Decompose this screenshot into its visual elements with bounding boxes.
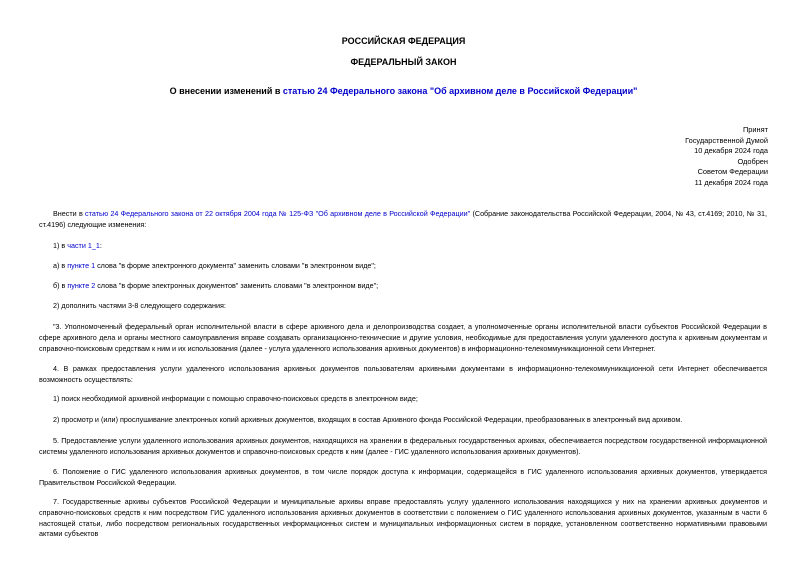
paragraph-text: 1) в <box>53 241 68 250</box>
law-type-heading: ФЕДЕРАЛЬНЫЙ ЗАКОН <box>350 57 457 67</box>
paragraph-item-a <box>39 261 767 272</box>
article-24-link[interactable]: статью 24 Федерального закона от 22 октября 2004 года № 125-ФЗ "Об архивном деле в Российской Федерации" <box>85 209 471 218</box>
acceptance-line: Принят <box>742 125 768 134</box>
paragraph-part-4-item-2: 2) просмотр и (или) прослушивание электронных копий архивных документов, входящих в состав Архивного фонда Российской Федерации, преобразованных в электронный вид архивом. <box>53 415 683 424</box>
paragraph-text: (Собрание законодательства Российской Федерации, 2004, № 43, ст.4169; 2010, № 31, ст.4196) следующие изменения: <box>39 209 767 229</box>
paragraph-text: слова "в форме электронного документа" заменить словами "в электронном виде"; <box>95 261 376 270</box>
paragraph-text: б) в <box>53 281 68 290</box>
paragraph-part-4-item-1: 1) поиск необходимой архивной информации с помощью справочно-поисковых средств в электронном виде; <box>53 394 418 403</box>
acceptance-line: 11 декабря 2024 года <box>694 177 768 187</box>
acceptance-line: Государственной Думой <box>685 135 768 145</box>
country-heading: РОССИЙСКАЯ ФЕДЕРАЦИЯ <box>341 36 466 46</box>
point-2-link[interactable]: пункте 2 <box>67 281 96 290</box>
acceptance-line: Советом Федерации <box>697 167 768 177</box>
paragraph-part-5: 5. Предоставление услуги удаленного использования архивных документов, находящихся на хранении в федеральных государственных архивах, обеспечивается посредством государственной информационной системы удаленного использования архивных документов и справочно-поисковых средств к ним (далее - ГИС удаленного использования архивных документов). <box>39 436 767 456</box>
paragraph-part-3: "3. Уполномоченный федеральный орган исполнительной власти в сфере архивного дела и делопроизводства создает, а уполномоченные органы исполнительной власти субъектов Российской Федерации в сфере архивного дела и органы местного самоуправления вправе создавать организационно-технические и другие условия, необходимые для предоставления услуги удаленного доступа к архивным документам и справочно-поисковым средствам к ним и их использования (далее - услуга удаленного использования архивных документов) в информационно-телекоммуникационной сети Интернет. <box>39 322 767 353</box>
paragraph-text: Внести в <box>53 209 86 218</box>
acceptance-line: 10 декабря 2024 года <box>694 146 768 156</box>
paragraph-text: а) в <box>53 261 68 270</box>
paragraph-part-4: 4. В рамках предоставления услуги удаленного использования архивных документов пользователям архивными документами в информационно-телекоммуникационной сети Интернет обеспечивается возможность осуществлять: <box>39 364 767 384</box>
acceptance-line: Одобрен <box>737 156 768 166</box>
point-1-link[interactable]: пункте 1 <box>67 261 96 270</box>
paragraph-item-b <box>39 281 767 292</box>
acceptance-block <box>685 125 768 189</box>
paragraph-item-2: 2) дополнить частями 3-8 следующего содержания: <box>53 301 226 310</box>
part-1-1-link[interactable]: части 1_1 <box>67 241 100 250</box>
paragraph-intro <box>39 209 767 231</box>
paragraph-text: слова "в форме электронных документов" заменить словами "в электронном виде"; <box>95 281 379 290</box>
law-title-link[interactable]: статью 24 Федерального закона "Об архивном деле в Российской Федерации" <box>282 86 638 96</box>
paragraph-part-6: 6. Положение о ГИС удаленного использования архивных документов, в том числе порядок доступа к информации, содержащейся в ГИС удаленного использования архивных документов, утверждается Правительством Российской Федерации. <box>39 467 767 487</box>
law-title <box>0 86 807 96</box>
paragraph-text: : <box>99 241 102 250</box>
law-title-prefix: О внесении изменений в <box>169 86 283 96</box>
paragraph-item-1 <box>39 241 767 252</box>
paragraph-part-7: 7. Государственные архивы субъектов Российской Федерации и муниципальные архивы вправе предоставлять услугу удаленного использования находящихся у них на хранении архивных документов и справочно-поисковых средств к ним посредством ГИС удаленного использования архивных документов в соответствии с положением о ГИС удаленного использования архивных документов, указанным в части 6 настоящей статьи, либо посредством региональных государственных информационных систем и муниципальных информационных систем в порядке, установленном соответственно нормативными правовыми актами субъектов <box>39 497 767 539</box>
